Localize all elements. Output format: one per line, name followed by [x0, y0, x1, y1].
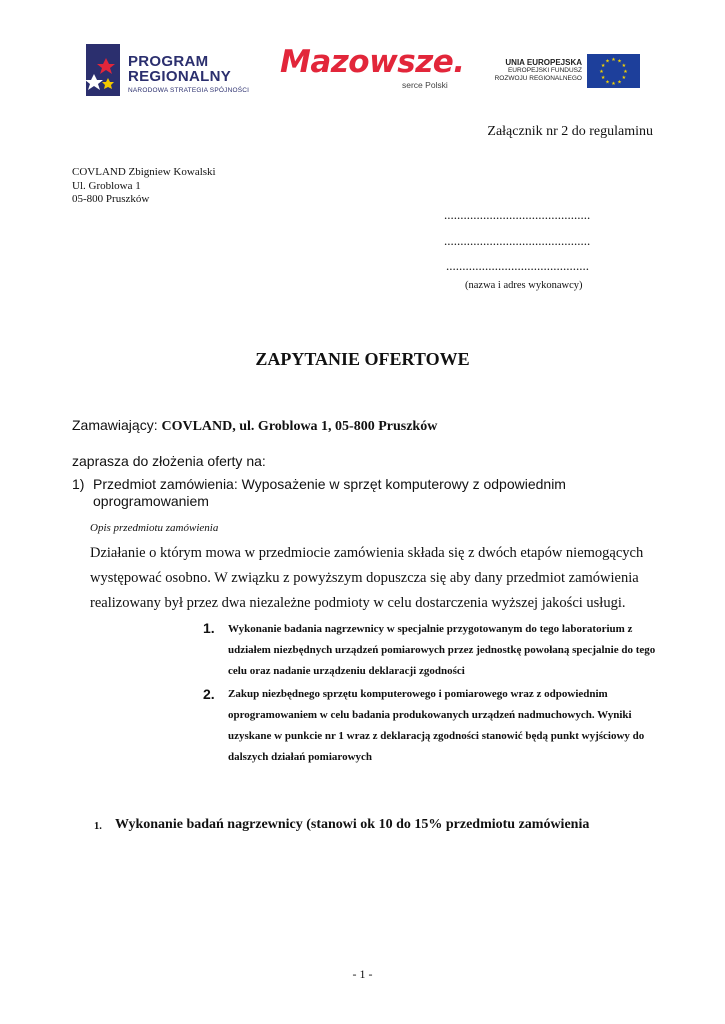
orderer-value: COVLAND, ul. Groblowa 1, 05-800 Pruszków [161, 419, 438, 434]
annex-label: Załącznik nr 2 do regulaminu [487, 124, 653, 139]
sender-address [72, 166, 216, 207]
program-logo-line2: REGIONALNY [128, 68, 232, 85]
contractor-line-1: ............................................. [444, 207, 591, 222]
svg-text:★: ★ [605, 79, 610, 86]
sender-city: 05-800 Pruszków [72, 193, 150, 205]
svg-text:★: ★ [600, 75, 606, 81]
subitem-2-text: Zakup niezbędnego sprzętu komputerowego i pomiarowego wraz z odpowiednim oprogramowaniem w celu badania produkowanych urządzeń nadmuchowych. Wyniki uzyskane w punkcie nr 1 wraz z deklaracją zgodności stanowić będą punkt wyjściowy do dalszych działań pomiarowych [228, 688, 645, 763]
subitem-1-text: Wykonanie badania nagrzewnicy w specjalnie przygotowanym do tego laboratorium z udziałem niezbędnych urządzeń pomiarowych przez jednostkę powołaną specjalnie do tego celu oraz nadanie urządzeniu deklaracji zgodności [228, 623, 656, 677]
description-label: Opis przedmiotu zamówienia [90, 522, 219, 534]
svg-text:★: ★ [621, 63, 627, 69]
contractor-caption: (nazwa i adres wykonawcy) [465, 280, 583, 291]
program-star-icon [86, 44, 120, 96]
svg-text:★: ★ [611, 57, 616, 63]
document-title: ZAPYTANIE OFERTOWE [255, 349, 470, 369]
eu-logo-line3: ROZWOJU REGIONALNEGO [494, 75, 582, 82]
svg-text:★: ★ [617, 79, 622, 86]
subitem-2-number: 2. [203, 686, 215, 702]
svg-text:★: ★ [599, 69, 604, 75]
invite-text: zaprasza do złożenia oferty na: [72, 453, 266, 469]
subitem-1-number: 1. [203, 620, 215, 636]
eu-flag-icon [587, 54, 640, 88]
contractor-line-3: ............................................ [446, 258, 589, 273]
item1-number: 1) [72, 476, 85, 492]
program-logo-line3: NARODOWA STRATEGIA SPÓJNOŚCI [128, 87, 250, 94]
contractor-line-2: ............................................. [444, 233, 591, 248]
section1-number: 1. [94, 821, 102, 832]
item1-text: Przedmiot zamówienia: Wyposażenie w sprzęt komputerowy z odpowiednim oprogramowaniem [93, 476, 566, 509]
eu-logo-line2: EUROPEJSKI FUNDUSZ [507, 67, 582, 74]
program-logo-line1: PROGRAM [128, 53, 209, 70]
svg-text:★: ★ [617, 58, 622, 65]
sender-name: COVLAND Zbigniew Kowalski [72, 166, 216, 178]
svg-text:★: ★ [600, 63, 606, 69]
svg-text:★: ★ [611, 81, 616, 87]
mazowsze-logo-tagline: serce Polski [402, 80, 448, 90]
sender-street: Ul. Groblowa 1 [72, 179, 141, 192]
eu-logo [492, 54, 642, 88]
mazowsze-logo-word: Mazowsze. [280, 44, 465, 80]
eu-logo-line1: UNIA EUROPEJSKA [505, 58, 582, 67]
program-regionalny-logo [86, 44, 266, 96]
orderer-line [72, 417, 437, 435]
svg-text:★: ★ [621, 75, 627, 81]
page-number: - 1 - [352, 967, 373, 981]
section1-heading: Wykonanie badań nagrzewnicy (stanowi ok 10 do 15% przedmiotu zamówienia [115, 817, 590, 832]
svg-text:★: ★ [623, 69, 628, 75]
svg-text:★: ★ [605, 58, 610, 65]
orderer-label: Zamawiający: [72, 417, 162, 433]
mazowsze-logo [280, 44, 465, 92]
description-paragraph: Działanie o którym mowa w przedmiocie zamówienia składa się z dwóch etapów niemogących występować osobno. W związku z powyższym dopuszcza się aby dany przedmiot zamówienia realizowany był przez dwa niezależne podmioty w celu dostarczenia wyższej jakości usługi. [90, 545, 644, 611]
